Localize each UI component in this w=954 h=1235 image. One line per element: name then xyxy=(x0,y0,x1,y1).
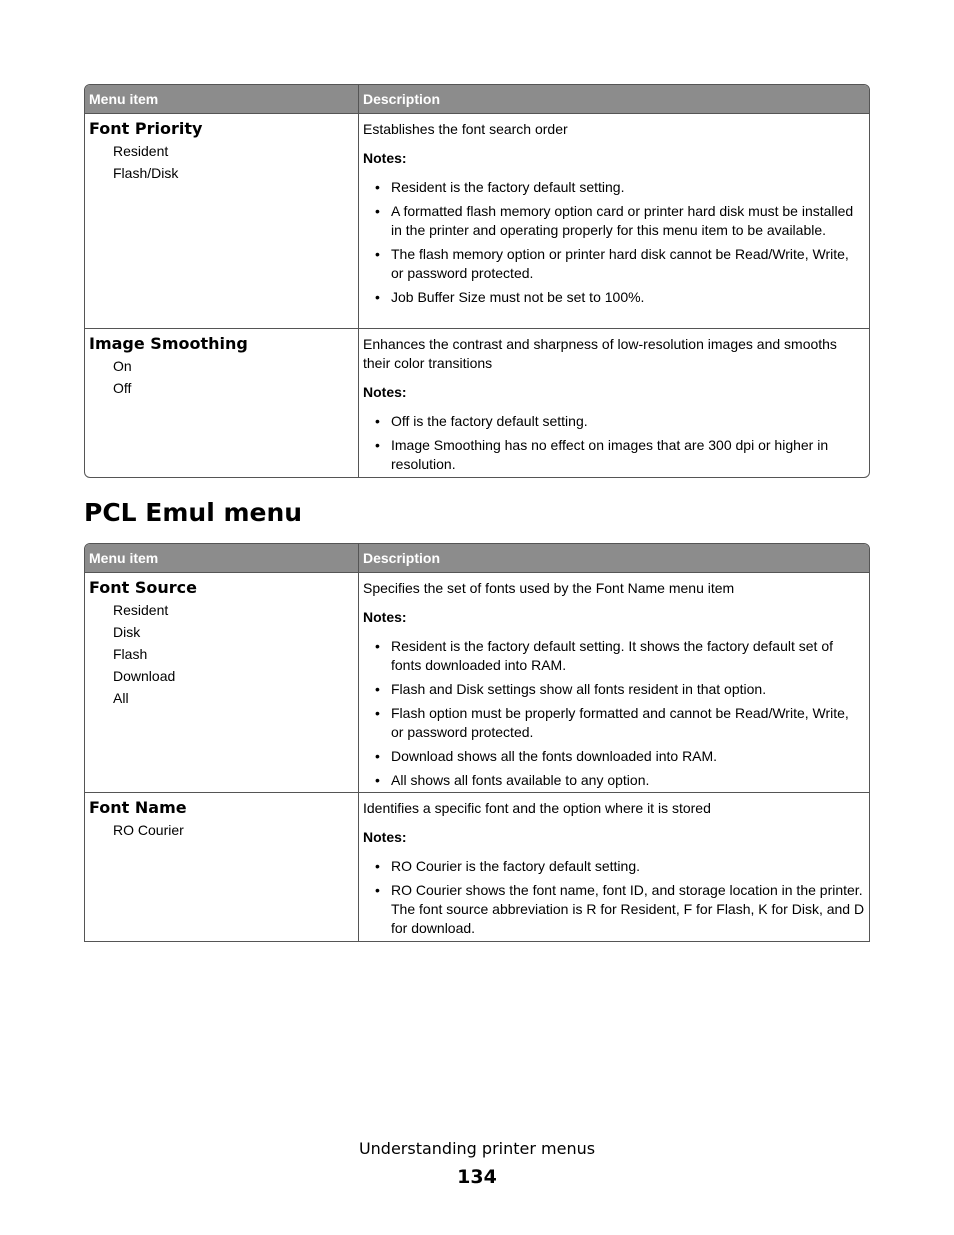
menu-table-1 xyxy=(84,84,870,478)
note-item: • The flash memory option or printer hard disk cannot be Read/Write, Write, or password protected. xyxy=(363,245,865,283)
notes-label: Notes: xyxy=(363,609,407,625)
table-header xyxy=(85,544,869,573)
section-heading: PCL Emul menu xyxy=(84,498,303,527)
description-cell xyxy=(359,573,869,792)
description-text: Enhances the contrast and sharpness of low-resolution images and smooths their color transitions xyxy=(363,336,837,371)
menu-table-2 xyxy=(84,543,870,942)
notes-list xyxy=(363,857,865,938)
note-item: • A formatted flash memory option card or printer hard disk must be installed in the printer and operating properly for this menu item to be available. xyxy=(363,202,865,240)
menu-option: All xyxy=(113,690,129,706)
menu-option: Flash/Disk xyxy=(113,165,179,181)
menu-item-cell xyxy=(85,793,359,941)
notes-list xyxy=(363,178,865,307)
header-description: Description xyxy=(363,550,441,566)
table-header xyxy=(85,85,869,114)
note-item: • RO Courier shows the font name, font ID, and storage location in the printer. The font source abbreviation is R for Resident, F for Flash, K for Disk, and D for download. xyxy=(363,881,865,938)
menu-item-title: Font Source xyxy=(89,578,198,597)
menu-item-cell xyxy=(85,329,359,477)
note-item: • Flash option must be properly formatted and cannot be Read/Write, Write, or password protected. xyxy=(363,704,865,742)
menu-option: Disk xyxy=(113,624,141,640)
note-item: • RO Courier is the factory default setting. xyxy=(363,857,865,876)
description-cell xyxy=(359,329,869,477)
table-row-font-priority xyxy=(85,114,869,329)
table-row-font-name xyxy=(85,793,869,941)
menu-item-title: Font Name xyxy=(89,798,187,817)
footer-title: Understanding printer menus xyxy=(358,1139,596,1158)
menu-item-cell xyxy=(85,573,359,792)
menu-option: Resident xyxy=(113,143,169,159)
note-item: • Image Smoothing has no effect on images that are 300 dpi or higher in resolution. xyxy=(363,436,865,474)
note-item: • Job Buffer Size must not be set to 100%. xyxy=(363,288,865,307)
description-text: Identifies a specific font and the option where it is stored xyxy=(363,800,711,816)
note-item: • All shows all fonts available to any option. xyxy=(363,771,865,790)
description-text: Establishes the font search order xyxy=(363,121,568,137)
header-menu-item: Menu item xyxy=(85,85,359,113)
description-cell xyxy=(359,793,869,941)
menu-option: RO Courier xyxy=(113,822,184,838)
table-row-font-source xyxy=(85,573,869,793)
menu-option: Flash xyxy=(113,646,148,662)
menu-item-title: Font Priority xyxy=(89,119,203,138)
table-row-image-smoothing xyxy=(85,329,869,477)
notes-list xyxy=(363,637,865,790)
menu-option: Resident xyxy=(113,602,169,618)
notes-label: Notes: xyxy=(363,384,407,400)
notes-label: Notes: xyxy=(363,150,407,166)
header-description: Description xyxy=(363,91,441,107)
page-number: 134 xyxy=(457,1166,497,1188)
note-item: • Off is the factory default setting. xyxy=(363,412,865,431)
notes-label: Notes: xyxy=(363,829,407,845)
menu-item-cell xyxy=(85,114,359,328)
note-item: • Download shows all the fonts downloaded into RAM. xyxy=(363,747,865,766)
menu-option: On xyxy=(113,358,132,374)
description-cell xyxy=(359,114,869,328)
description-text: Specifies the set of fonts used by the Font Name menu item xyxy=(363,580,735,596)
menu-option: Off xyxy=(113,380,132,396)
menu-item-title: Image Smoothing xyxy=(89,334,248,353)
note-item: • Resident is the factory default setting. It shows the factory default set of fonts downloaded into RAM. xyxy=(363,637,865,675)
header-menu-item: Menu item xyxy=(85,544,359,572)
note-item: • Flash and Disk settings show all fonts resident in that option. xyxy=(363,680,865,699)
note-item: • Resident is the factory default setting. xyxy=(363,178,865,197)
notes-list xyxy=(363,412,865,474)
menu-option: Download xyxy=(113,668,176,684)
